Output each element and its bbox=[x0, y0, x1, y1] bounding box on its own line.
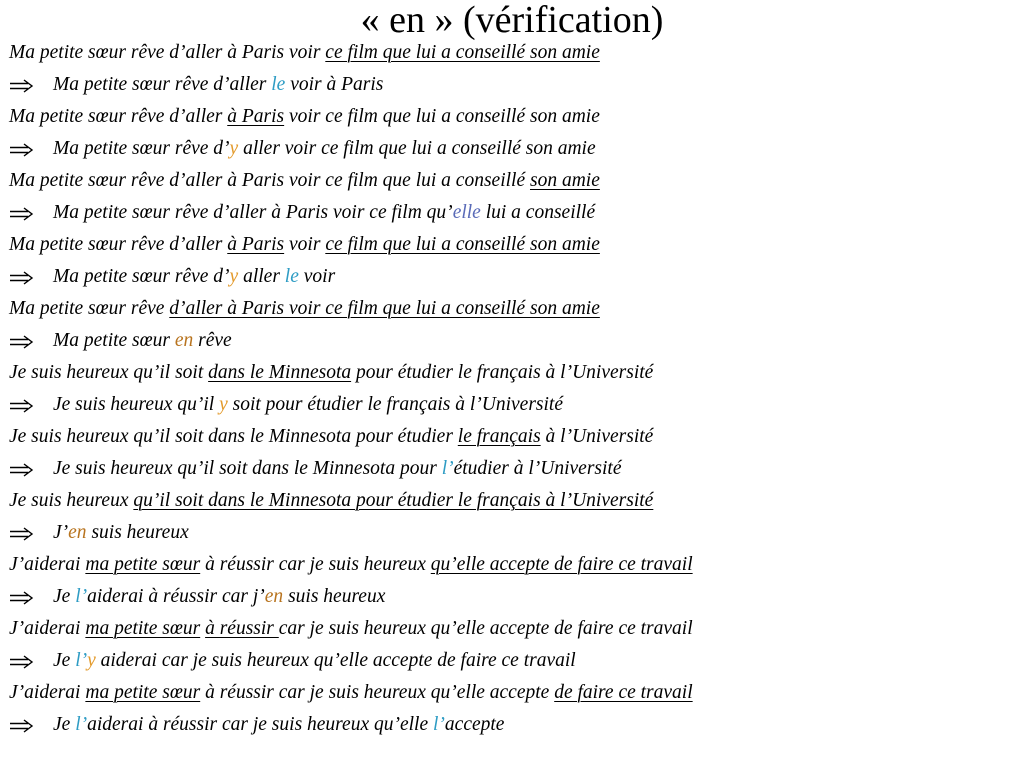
sentence-text: Ma petite sœur rêve d’aller bbox=[9, 106, 228, 127]
original-sentence bbox=[9, 101, 1014, 133]
sentence-text: Ma petite sœur rêve d’aller à Paris voir bbox=[9, 42, 326, 63]
pronoun-highlight: y bbox=[87, 650, 96, 671]
sentence-text: aiderai à réussir car je suis heureux qu’elle bbox=[87, 714, 433, 735]
underlined-complement: à Paris bbox=[227, 106, 285, 127]
underlined-complement: de faire ce travail bbox=[554, 682, 693, 703]
transformed-sentence bbox=[9, 709, 1014, 741]
sentence-text: Je suis heureux qu’il soit dans le Minnesota pour étudier bbox=[9, 426, 458, 447]
sentence-text: car je suis heureux qu’elle accepte de faire ce travail bbox=[278, 618, 693, 639]
transformed-sentence bbox=[9, 581, 1014, 613]
sentence-text: Je suis heureux qu’il soit dans le Minnesota pour bbox=[53, 458, 442, 479]
sentence-text: voir bbox=[298, 266, 336, 287]
implies-arrow-icon bbox=[9, 261, 53, 293]
pronoun-highlight: y bbox=[219, 394, 228, 415]
original-sentence bbox=[9, 421, 1014, 453]
original-sentence bbox=[9, 165, 1014, 197]
pronoun-highlight: elle bbox=[452, 202, 481, 223]
sentence-text: accepte bbox=[444, 714, 505, 735]
sentence-text: à réussir car je suis heureux qu’elle accepte bbox=[200, 682, 555, 703]
transformed-sentence bbox=[9, 261, 1014, 293]
original-sentence bbox=[9, 485, 1014, 517]
original-sentence bbox=[9, 357, 1014, 389]
underlined-complement: d’aller à Paris voir ce film que lui a conseillé son amie bbox=[169, 298, 600, 319]
underlined-complement: ma petite sœur bbox=[85, 682, 201, 703]
pronoun-highlight: l’ bbox=[75, 586, 88, 607]
pronoun-highlight: en bbox=[264, 586, 284, 607]
sentence-text: Ma petite sœur rêve d’ bbox=[53, 266, 230, 287]
original-sentence bbox=[9, 229, 1014, 261]
sentence-text: pour étudier le français à l’Université bbox=[351, 362, 654, 383]
sentence-text: voir à Paris bbox=[285, 74, 384, 95]
original-sentence bbox=[9, 613, 1014, 645]
implies-arrow-icon bbox=[9, 325, 53, 357]
sentence-text: J’ bbox=[53, 522, 69, 543]
sentence-text: J’aiderai bbox=[9, 682, 86, 703]
sentence-text: Ma petite sœur rêve d’aller à Paris voir ce film que lui a conseillé bbox=[9, 170, 530, 191]
sentence-text: suis heureux bbox=[86, 522, 189, 543]
pronoun-highlight: y bbox=[229, 266, 239, 287]
transformed-sentence bbox=[9, 197, 1014, 229]
sentence-text: Ma petite sœur rêve d’aller bbox=[9, 234, 228, 255]
pronoun-highlight: en bbox=[68, 522, 87, 543]
transformed-sentence bbox=[9, 517, 1014, 549]
underlined-complement: à réussir bbox=[205, 618, 279, 639]
implies-arrow-icon bbox=[9, 709, 53, 741]
underlined-complement: à Paris bbox=[227, 234, 285, 255]
sentence-text: J’aiderai bbox=[9, 554, 86, 575]
underlined-complement: ma petite sœur bbox=[85, 618, 201, 639]
sentence-text: étudier à l’Université bbox=[453, 458, 622, 479]
transformed-sentence bbox=[9, 389, 1014, 421]
transformed-sentence bbox=[9, 133, 1014, 165]
pronoun-highlight: y bbox=[229, 138, 239, 159]
implies-arrow-icon bbox=[9, 133, 53, 165]
sentence-text: à réussir car je suis heureux bbox=[200, 554, 431, 575]
sentence-text: Je bbox=[53, 586, 76, 607]
original-sentence bbox=[9, 37, 1014, 69]
sentence-text: rêve bbox=[193, 330, 232, 351]
underlined-complement: ma petite sœur bbox=[85, 554, 201, 575]
implies-arrow-icon bbox=[9, 453, 53, 485]
sentence-text: J’aiderai bbox=[9, 618, 86, 639]
underlined-complement: dans le Minnesota bbox=[208, 362, 352, 383]
sentence-text: Je suis heureux qu’il bbox=[53, 394, 220, 415]
sentence-text: aller voir ce film que lui a conseillé son amie bbox=[238, 138, 596, 159]
implies-arrow-icon bbox=[9, 197, 53, 229]
implies-arrow-icon bbox=[9, 645, 53, 677]
implies-arrow-icon bbox=[9, 581, 53, 613]
underlined-complement: ce film que lui a conseillé son amie bbox=[325, 234, 600, 255]
sentence-text: Je suis heureux bbox=[9, 490, 134, 511]
underlined-complement: son amie bbox=[529, 170, 600, 191]
sentence-text: Ma petite sœur rêve d’aller bbox=[53, 74, 272, 95]
pronoun-highlight: en bbox=[174, 330, 194, 351]
sentence-text: lui a conseillé bbox=[480, 202, 596, 223]
sentence-text: Ma petite sœur rêve d’aller à Paris voir ce film qu’ bbox=[53, 202, 453, 223]
slide-title: « en » (vérification) bbox=[360, 0, 664, 41]
original-sentence bbox=[9, 549, 1014, 581]
underlined-complement: qu’il soit dans le Minnesota pour étudier le français à l’Université bbox=[133, 490, 654, 511]
underlined-complement: le français bbox=[457, 426, 541, 447]
implies-arrow-icon bbox=[9, 517, 53, 549]
pronoun-highlight: le bbox=[284, 266, 299, 287]
transformed-sentence bbox=[9, 453, 1014, 485]
sentence-text: Ma petite sœur rêve d’ bbox=[53, 138, 230, 159]
sentence-text: aller bbox=[238, 266, 285, 287]
implies-arrow-icon bbox=[9, 389, 53, 421]
exercise-lines bbox=[9, 37, 1014, 741]
transformed-sentence bbox=[9, 69, 1014, 101]
sentence-text: soit pour étudier le français à l’Université bbox=[227, 394, 563, 415]
pronoun-highlight: le bbox=[271, 74, 286, 95]
underlined-complement: ce film que lui a conseillé son amie bbox=[325, 42, 600, 63]
sentence-text: aiderai à réussir car j’ bbox=[87, 586, 265, 607]
sentence-text: à l’Université bbox=[540, 426, 654, 447]
underlined-complement: qu’elle accepte de faire ce travail bbox=[430, 554, 693, 575]
implies-arrow-icon bbox=[9, 69, 53, 101]
pronoun-highlight: l’ bbox=[75, 650, 88, 671]
sentence-text: voir bbox=[284, 234, 326, 255]
sentence-text: Ma petite sœur rêve bbox=[9, 298, 170, 319]
pronoun-highlight: l’ bbox=[75, 714, 88, 735]
sentence-text: Je bbox=[53, 650, 76, 671]
sentence-text: voir ce film que lui a conseillé son amie bbox=[284, 106, 600, 127]
sentence-text: suis heureux bbox=[283, 586, 386, 607]
original-sentence bbox=[9, 677, 1014, 709]
sentence-text: Je suis heureux qu’il soit bbox=[9, 362, 209, 383]
transformed-sentence bbox=[9, 645, 1014, 677]
sentence-text: Ma petite sœur bbox=[53, 330, 175, 351]
sentence-text: Je bbox=[53, 714, 76, 735]
original-sentence bbox=[9, 293, 1014, 325]
pronoun-highlight: l’ bbox=[433, 714, 445, 735]
sentence-text: aiderai car je suis heureux qu’elle accepte de faire ce travail bbox=[95, 650, 576, 671]
transformed-sentence bbox=[9, 325, 1014, 357]
pronoun-highlight: l’ bbox=[441, 458, 454, 479]
